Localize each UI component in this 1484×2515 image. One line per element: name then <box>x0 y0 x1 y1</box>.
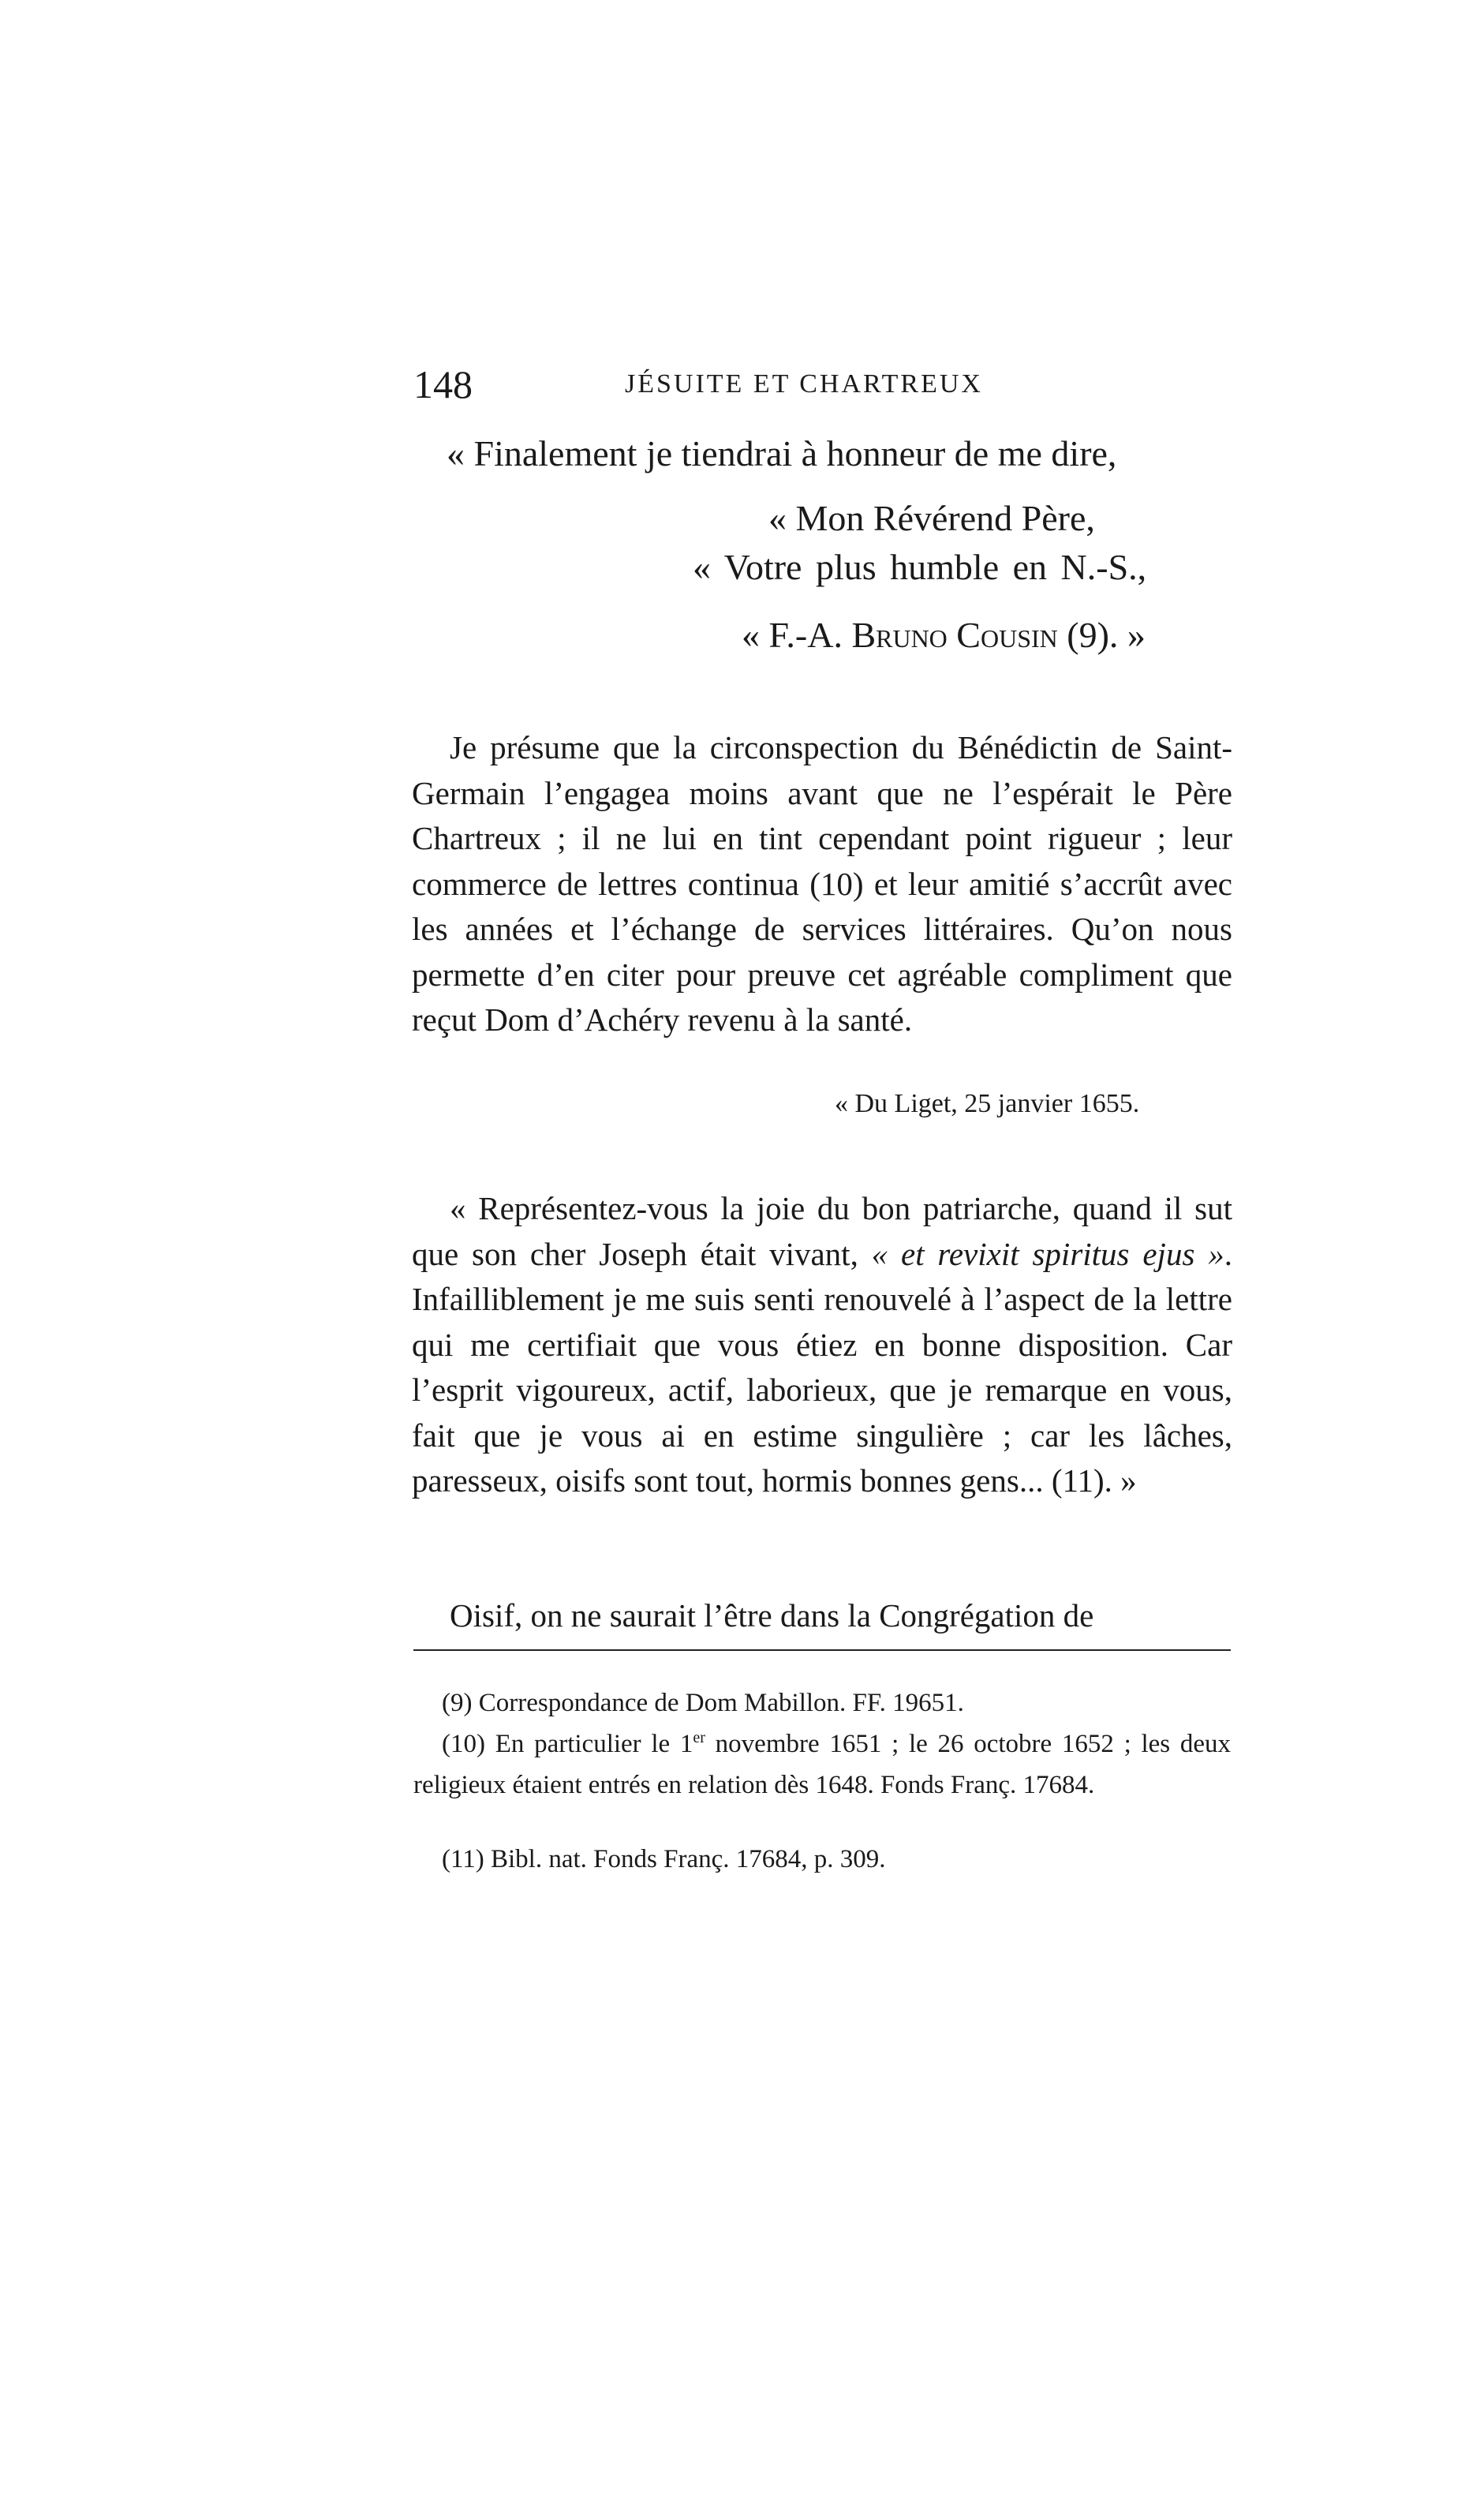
footnote-text: (10) En particulier le 1 <box>442 1730 693 1758</box>
footnote <box>413 1723 1231 1806</box>
quote-text-continued: . Infailliblement je me suis senti renouvelé à l’aspect de la lettre qui me certifiait que vous étiez en bonne disposition. Car l’esprit vigoureux, actif, laborieux, que je remarque en vous, fait que je vous ai en estime singulière ; car les lâches, paresseux, oisifs sont tout, hormis bonnes gens... (11). » <box>412 1235 1232 1499</box>
letter-salutation: « Mon Révérend Père, <box>768 498 1095 538</box>
quote-text: « Représentez-vous la joie du bon patriarche, quand il sut que son cher Joseph était vivant, <box>412 1190 1232 1272</box>
body-paragraph: Je présume que la circonspection du Bénédictin de Saint-Germain l’engagea moins avant que ne l’espérait le Père Chartreux ; il ne lui en tint cependant point rigueur ; leur commerce de lettres continua (10) et leur amitié s’accrût avec les années et l’échange de services littéraires. Qu’on nous permette d’en citer pour preuve cet agréable compliment que reçut Dom d’Achéry revenu à la santé. <box>412 729 1232 1038</box>
signature-prefix: « F.-A. <box>742 615 852 655</box>
signature-name: Bruno Cousin <box>851 615 1058 655</box>
signature-suffix: (9). » <box>1057 615 1146 655</box>
latin-quotation: « et revixit spiritus ejus » <box>871 1235 1224 1272</box>
running-title: JÉSUITE ET CHARTREUX <box>625 369 983 399</box>
letter-dateline: « Du Liget, 25 janvier 1655. <box>835 1089 1140 1118</box>
ordinal-superscript: er <box>693 1729 705 1746</box>
body-paragraph: Oisif, on ne saurait l’être dans la Congrégation de <box>450 1597 1094 1634</box>
page-number: 148 <box>413 362 473 406</box>
footnote-separator <box>413 1649 1231 1651</box>
letter-closing-formula: « Votre plus humble en N.-S., <box>693 547 1147 587</box>
footnote-text-continued: novembre 1651 ; le 26 octobre 1652 ; les deux religieux étaient entrés en relation dès 1648. Fonds Franç. 17684. <box>413 1730 1231 1799</box>
letter-signature <box>742 614 1146 656</box>
footnote: (11) Bibl. nat. Fonds Franç. 17684, p. 309. <box>442 1845 886 1873</box>
quoted-letter-paragraph <box>412 1186 1232 1504</box>
footnote: (9) Correspondance de Dom Mabillon. FF. 19651. <box>442 1689 964 1717</box>
letter-closing-line: « Finalement je tiendrai à honneur de me dire, <box>447 433 1117 473</box>
